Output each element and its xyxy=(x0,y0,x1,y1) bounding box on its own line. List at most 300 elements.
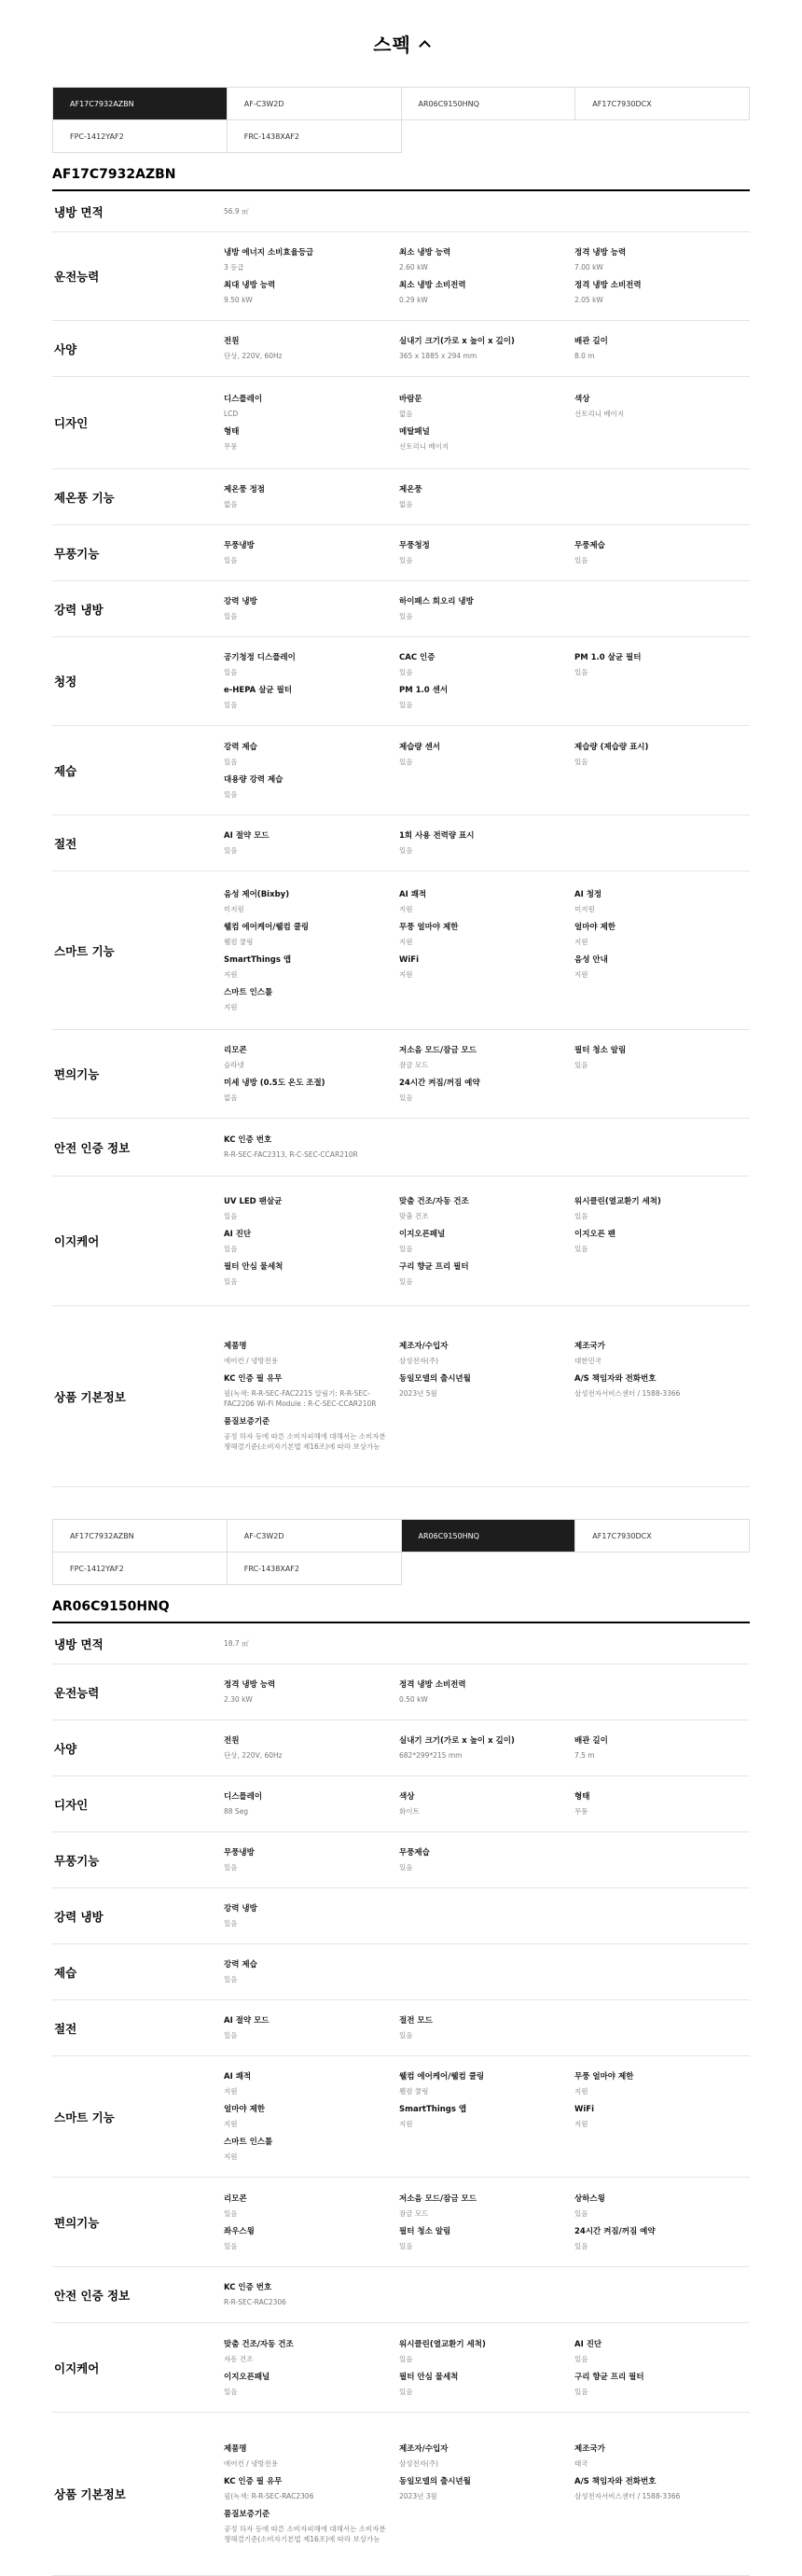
spec-row-label: 안전 인증 정보 xyxy=(54,2288,131,2303)
spec-cell-label: 필터 안심 물세척 xyxy=(224,1261,283,1272)
spec-cell-label: 강력 제습 xyxy=(224,742,257,752)
spec-row-label: 냉방 면적 xyxy=(54,204,104,219)
spec-cell-value: 있음 xyxy=(399,2387,413,2396)
spec-cell-label: 냉방 에너지 소비효율등급 xyxy=(224,248,314,258)
spec-cell-label: 최소 냉방 능력 xyxy=(399,248,451,258)
spec-cell-label: A/S 책임자와 전화번호 xyxy=(574,2477,657,2486)
spec-row xyxy=(52,726,750,815)
spec-cell-label: 상하스윙 xyxy=(574,2193,605,2204)
spec-cell xyxy=(224,739,399,772)
spec-cell-value: 9.50 kW xyxy=(224,296,253,304)
spec-cell xyxy=(574,2223,750,2256)
spec-cell-label: SmartThings 앱 xyxy=(399,2105,467,2114)
spec-cell-label: 무풍제습 xyxy=(399,1848,430,1858)
spec-cell xyxy=(574,2441,750,2473)
spec-row-body xyxy=(224,726,750,815)
spec-cell-value: 있음 xyxy=(399,701,413,709)
spec-row-body xyxy=(224,321,750,376)
spec-cell-value: 태국 xyxy=(574,2459,588,2468)
tab-spacer xyxy=(402,120,576,153)
spec-cell xyxy=(574,1193,750,1226)
spec-cell-label: 무풍냉방 xyxy=(224,1848,255,1858)
spec-cell-label: 디스플레이 xyxy=(224,395,263,404)
spec-row-label: 상품 기본정보 xyxy=(54,1389,126,1404)
spec-row-label: 무풍기능 xyxy=(54,546,100,561)
model-tab[interactable]: AF17C7932AZBN xyxy=(53,1520,228,1553)
model-tab[interactable]: FRC-1438XAF2 xyxy=(228,1553,402,1585)
model-tab[interactable]: AF17C7930DCX xyxy=(575,88,750,120)
spec-cell xyxy=(399,2336,574,2369)
spec-cell xyxy=(224,481,399,514)
spec-cell-value: 있음 xyxy=(399,1093,413,1102)
spec-cell xyxy=(574,1789,750,1821)
spec-cell xyxy=(399,1789,574,1821)
spec-cell-label: AI 진단 xyxy=(574,2339,602,2349)
spec-row-body xyxy=(224,1664,750,1720)
spec-cell xyxy=(224,593,399,626)
spec-cell-value: 있음 xyxy=(399,1863,413,1872)
model-tab[interactable]: AF-C3W2D xyxy=(228,1520,402,1553)
spec-cell-label: AI 쾌적 xyxy=(224,2072,252,2082)
spec-cell-label: 제조자/수입자 xyxy=(399,2444,449,2454)
spec-cell-value: 있음 xyxy=(224,2031,238,2040)
spec-row-body xyxy=(224,2056,750,2177)
spec-cell-label: 구리 향균 프리 필터 xyxy=(399,1261,469,1272)
spec-cell-label: 제습량 센서 xyxy=(399,742,441,752)
spec-cell xyxy=(399,333,574,366)
spec-cell xyxy=(224,1677,399,1709)
spec-cell-label: 무풍 얼마야 제한 xyxy=(399,922,459,932)
spec-cell-value: 있음 xyxy=(224,789,238,799)
spec-cell-value: 있음 xyxy=(224,1244,238,1253)
spec-cell-label: A/S 책임자와 전화번호 xyxy=(574,1374,657,1384)
spec-cell-value: 있음 xyxy=(574,2387,588,2396)
spec-cell xyxy=(224,1371,399,1413)
spec-cell xyxy=(224,1259,399,1291)
spec-cell-label: 이지오픈패널 xyxy=(224,2372,270,2382)
spec-cell-label: 색상 xyxy=(399,1792,415,1802)
spec-cell-value: 지원 xyxy=(399,937,413,946)
spec-cell-label: 제온풍 xyxy=(399,485,422,494)
spec-cell-label: 제품명 xyxy=(224,1342,247,1351)
spec-cell-value: 공정 하자 등에 따른 소비자피해에 대해서는 소비자분쟁해결기준(소비자기본법 제16조)에 따라 보상가능 xyxy=(224,2525,386,2543)
spec-row-body xyxy=(224,232,750,320)
spec-cell xyxy=(399,2012,574,2045)
spec-row-label: 제습 xyxy=(54,1965,77,1980)
spec-cell-value: 8.0 m xyxy=(574,352,595,360)
spec-cell xyxy=(224,952,399,984)
spec-cell xyxy=(224,1845,399,1877)
spec-cell-value: 있음 xyxy=(574,2354,588,2363)
spec-row-body xyxy=(224,2178,750,2266)
spec-cell-label: 얼마야 제한 xyxy=(574,922,616,932)
spec-row-body xyxy=(224,1030,750,1118)
spec-row-label: 사양 xyxy=(54,341,77,356)
spec-row xyxy=(52,1623,750,1664)
spec-cell-value: 있음 xyxy=(399,846,413,855)
spec-cell xyxy=(224,1226,399,1259)
spec-cell xyxy=(574,1226,750,1259)
spec-cell-value: 지원 xyxy=(399,969,413,979)
spec-cell xyxy=(399,2369,574,2402)
spec-cell-label: 전원 xyxy=(224,337,240,346)
spec-row-label: 사양 xyxy=(54,1741,77,1756)
spec-cell-value: 맞춤 건조 xyxy=(399,1211,429,1220)
spec-cell-value: 682*299*215 mm xyxy=(399,1751,463,1760)
spec-cell-value: 있음 xyxy=(399,2354,413,2363)
spec-cell-value: 필(녹색: R-R-SEC-FAC2215 알림기: R-R-SEC-FAC2206 Wi-Fi Module : R-C-SEC-CCAR210R xyxy=(224,1389,377,1408)
spec-cell-label: PM 1.0 살균 필터 xyxy=(574,653,642,662)
spec-row xyxy=(52,2000,750,2056)
spec-cell-label: 강력 냉방 xyxy=(224,597,257,606)
tab-spacer xyxy=(402,1553,576,1585)
spec-row-label: 스마트 기능 xyxy=(54,2110,115,2124)
spec-cell-label: 바람문 xyxy=(399,395,422,404)
spec-cell xyxy=(574,739,750,772)
spec-cell-value: 있음 xyxy=(399,1276,413,1286)
spec-row xyxy=(52,1664,750,1720)
spec-cell-label: 강력 냉방 xyxy=(224,1904,257,1914)
spec-cell-label: e-HEPA 살균 필터 xyxy=(224,686,293,695)
spec-cell-label: WiFi xyxy=(574,2105,595,2114)
spec-cell-label: 정격 냉방 능력 xyxy=(224,1680,276,1690)
spec-cell-label: 형태 xyxy=(574,1792,590,1802)
model-tab[interactable]: FRC-1438XAF2 xyxy=(228,120,402,153)
spec-cell xyxy=(399,391,574,424)
spec-cell-label: 이지오픈패널 xyxy=(399,1229,446,1239)
spec-cell-label: 제조국가 xyxy=(574,1342,605,1351)
spec-row-body xyxy=(224,581,750,636)
tab-spacer xyxy=(575,120,750,153)
spec-row xyxy=(52,469,750,525)
spec-header[interactable] xyxy=(0,0,802,87)
spec-section xyxy=(52,87,750,1487)
spec-cell-value: 슬라넷 xyxy=(224,1061,244,1069)
spec-cell xyxy=(224,1789,399,1821)
spec-cell-value: 3 등급 xyxy=(224,263,244,272)
spec-cell-value: 단상, 220V, 60Hz xyxy=(224,352,283,360)
spec-cell xyxy=(224,2473,399,2506)
spec-cell-label: 웰컴 에어케어/웰컴 쿨링 xyxy=(399,2072,485,2082)
spec-cell-label: 동일모델의 출시년월 xyxy=(399,1374,471,1384)
spec-cell-value: 미지원 xyxy=(224,904,244,913)
spec-cell-label: 맞춤 건조/자동 건조 xyxy=(224,2339,294,2349)
spec-cell-label: 정격 냉방 능력 xyxy=(574,248,627,258)
spec-cell-label: 워시클린(열교환기 세척) xyxy=(399,2339,486,2349)
spec-row xyxy=(52,2056,750,2178)
model-tab[interactable]: FPC-1412YAF2 xyxy=(53,120,228,153)
spec-cell-label: 24시간 켜짐/꺼짐 예약 xyxy=(399,1079,480,1088)
model-tab[interactable]: AR06C9150HNQ xyxy=(402,1520,576,1553)
spec-cell xyxy=(224,2506,399,2549)
spec-cell-value: 있음 xyxy=(224,1276,238,1286)
model-tab[interactable]: AF17C7930DCX xyxy=(575,1520,750,1553)
spec-cell-label: 얼마야 제한 xyxy=(224,2105,266,2114)
spec-cell-value: 있음 xyxy=(574,1244,588,1253)
spec-cell-value: 있음 xyxy=(574,2208,588,2218)
spec-row xyxy=(52,2323,750,2413)
spec-cell-value: 지원 xyxy=(574,2087,588,2096)
spec-cell-label: WiFi xyxy=(399,954,420,965)
spec-cell-value: 선토리니 베이지 xyxy=(574,410,625,418)
spec-cell-label: PM 1.0 센서 xyxy=(399,686,449,695)
spec-sections xyxy=(0,87,802,2576)
spec-cell xyxy=(399,919,574,952)
model-tab[interactable]: AF17C7932AZBN xyxy=(53,88,228,120)
spec-cell xyxy=(574,537,750,570)
spec-cell-value: 지원 xyxy=(224,2120,238,2128)
spec-cell-label: 저소음 모드/잠금 모드 xyxy=(399,2193,477,2204)
spec-cell-label: AI 절약 모드 xyxy=(224,831,270,841)
spec-cell xyxy=(399,277,574,310)
spec-cell xyxy=(399,1845,574,1877)
spec-cell-label: 구리 향균 프리 필터 xyxy=(574,2372,644,2382)
spec-title: 스펙 xyxy=(373,34,411,56)
spec-row-label: 제습 xyxy=(54,763,77,778)
spec-cell xyxy=(224,2101,399,2134)
model-title: AF17C7932AZBN xyxy=(52,153,750,191)
spec-cell-label: 최소 냉방 소비전력 xyxy=(399,281,466,290)
spec-cell xyxy=(224,2369,399,2402)
spec-cell xyxy=(224,1193,399,1226)
spec-cell-value: 지원 xyxy=(224,2087,238,2096)
spec-cell xyxy=(574,1042,750,1075)
spec-cell-label: 품질보증기준 xyxy=(224,1417,270,1427)
spec-cell-value: 지원 xyxy=(399,2120,413,2128)
spec-row xyxy=(52,581,750,637)
model-tab[interactable]: AF-C3W2D xyxy=(228,88,402,120)
spec-cell xyxy=(399,2101,574,2134)
spec-cell-label: 무풍청정 xyxy=(399,541,430,550)
spec-cell-label: 절전 모드 xyxy=(399,2016,433,2026)
spec-row xyxy=(52,1119,750,1177)
spec-cell-value: 2023년 3월 xyxy=(399,2492,437,2500)
spec-row-label: 스마트 기능 xyxy=(54,943,115,958)
spec-cell-label: 미세 냉방 (0.5도 온도 조절) xyxy=(224,1079,325,1088)
spec-cell xyxy=(224,1956,399,1989)
spec-cell xyxy=(224,772,399,804)
spec-cell-label: KC 인증 번호 xyxy=(224,1135,272,1145)
spec-cell-label: 정격 냉방 소비전력 xyxy=(574,281,642,290)
spec-cell xyxy=(574,333,750,366)
spec-row-label: 이지케어 xyxy=(54,2360,100,2375)
spec-cell-value: 있음 xyxy=(574,757,588,766)
spec-cell-value: 있음 xyxy=(224,701,238,709)
spec-row-label: 디자인 xyxy=(54,1797,89,1812)
spec-row xyxy=(52,191,750,232)
spec-cell-value: 있음 xyxy=(574,2241,588,2250)
spec-row-label: 디자인 xyxy=(54,416,89,430)
spec-cell-label: 형태 xyxy=(224,427,240,437)
spec-cell-label: 메탈패널 xyxy=(399,427,430,437)
spec-cell-value: 있음 xyxy=(224,1975,238,1984)
spec-cell-label: 저소음 모드/잠금 모드 xyxy=(399,1046,477,1055)
spec-cell xyxy=(399,886,574,919)
spec-cell-value: 단상, 220V, 60Hz xyxy=(224,1751,283,1760)
spec-row-label: 강력 냉방 xyxy=(54,602,104,617)
spec-row-label: 이지케어 xyxy=(54,1234,100,1248)
spec-cell-label: SmartThings 앱 xyxy=(224,954,292,965)
spec-cell xyxy=(224,537,399,570)
spec-cell xyxy=(399,1193,574,1226)
spec-cell-value: 있음 xyxy=(224,612,238,620)
spec-cell xyxy=(224,2134,399,2166)
spec-cell-value: 2.05 kW xyxy=(574,296,603,304)
spec-cell-value: 0.50 kW xyxy=(399,1695,428,1704)
spec-cell xyxy=(224,2068,399,2101)
spec-cell xyxy=(399,952,574,984)
spec-cell-value: 지원 xyxy=(574,2120,588,2128)
spec-cell-label: 무풍냉방 xyxy=(224,541,255,550)
spec-cell xyxy=(224,2012,399,2045)
spec-row-body xyxy=(224,2323,750,2412)
spec-cell-value: 있음 xyxy=(399,556,413,564)
spec-cell xyxy=(574,2336,750,2369)
spec-cell xyxy=(224,424,399,456)
spec-cell-value: 필(녹색: R-R-SEC-RAC2306 xyxy=(224,2492,314,2500)
spec-cell xyxy=(224,391,399,424)
spec-row-body xyxy=(224,1177,750,1305)
spec-row xyxy=(52,1720,750,1776)
spec-row xyxy=(52,815,750,871)
spec-cell xyxy=(224,1636,399,1653)
spec-row xyxy=(52,2413,750,2576)
spec-row xyxy=(52,871,750,1030)
spec-cell xyxy=(574,2191,750,2223)
spec-cell-value: 지원 xyxy=(399,904,413,913)
spec-cell xyxy=(574,649,750,682)
spec-cell-label: AI 진단 xyxy=(224,1229,252,1239)
spec-cell-value: 있음 xyxy=(574,1211,588,1220)
spec-cell xyxy=(224,2223,399,2256)
spec-cell xyxy=(574,244,750,277)
spec-cell xyxy=(399,828,574,860)
spec-cell-value: 있음 xyxy=(224,1919,238,1928)
spec-cell xyxy=(399,682,574,715)
spec-cell xyxy=(399,424,574,456)
spec-row xyxy=(52,525,750,581)
spec-cell-value: 있음 xyxy=(399,668,413,676)
spec-cell-label: 제조자/수입자 xyxy=(399,1342,449,1351)
spec-cell-label: 무풍제습 xyxy=(574,541,605,550)
model-title: AR06C9150HNQ xyxy=(52,1585,750,1623)
spec-cell-value: R-R-SEC-FAC2313, R-C-SEC-CCAR210R xyxy=(224,1150,358,1159)
spec-cell xyxy=(399,1733,574,1765)
section-gap xyxy=(0,1487,802,1519)
spec-cell-label: 품질보증기준 xyxy=(224,2510,270,2519)
spec-cell-value: 7.00 kW xyxy=(574,263,603,272)
spec-cell-value: 있음 xyxy=(399,1244,413,1253)
spec-cell xyxy=(574,1371,750,1413)
spec-cell-label: 대용량 강력 제습 xyxy=(224,774,283,785)
model-tab[interactable]: AR06C9150HNQ xyxy=(402,88,576,120)
spec-row-body xyxy=(224,2267,750,2322)
spec-cell-value: 없음 xyxy=(399,410,413,418)
spec-cell-label: 정격 냉방 소비전력 xyxy=(399,1680,466,1690)
spec-cell-value: 잠금 모드 xyxy=(399,1061,429,1069)
spec-cell xyxy=(399,537,574,570)
spec-cell xyxy=(399,2223,574,2256)
spec-cell xyxy=(399,2441,574,2473)
spec-cell xyxy=(574,2473,750,2506)
spec-cell xyxy=(224,1901,399,1933)
spec-cell-value: 무풍 xyxy=(224,442,238,451)
spec-cell-label: 스마트 인스톨 xyxy=(224,2137,273,2147)
spec-row-body xyxy=(224,2000,750,2055)
spec-cell xyxy=(399,2191,574,2223)
spec-cell xyxy=(574,886,750,919)
spec-cell-value: 있음 xyxy=(399,2031,413,2040)
spec-cell-value: 삼성전자서비스센터 / 1588-3366 xyxy=(574,2492,681,2500)
spec-cell-label: 맞춤 건조/자동 건조 xyxy=(399,1196,469,1206)
spec-cell-value: 무풍 xyxy=(574,1807,588,1816)
model-tab[interactable]: FPC-1412YAF2 xyxy=(53,1553,228,1585)
spec-cell-value: 있음 xyxy=(224,846,238,855)
spec-cell-label: 필터 청소 알림 xyxy=(574,1046,627,1055)
spec-row-body xyxy=(224,1832,750,1887)
spec-cell xyxy=(574,1733,750,1765)
spec-cell-value: 7.5 m xyxy=(574,1751,595,1760)
spec-cell xyxy=(224,1042,399,1075)
spec-cell-label: 색상 xyxy=(574,395,590,404)
spec-cell-label: 최대 냉방 능력 xyxy=(224,281,276,290)
spec-cell-value: 있음 xyxy=(399,2241,413,2250)
spec-cell-label: 리모콘 xyxy=(224,1046,247,1055)
spec-row-label: 편의기능 xyxy=(54,1067,100,1081)
spec-row-body xyxy=(224,1888,750,1943)
spec-cell-label: 좌우스윙 xyxy=(224,2226,255,2236)
spec-cell-value: 2023년 5월 xyxy=(399,1389,437,1398)
spec-cell xyxy=(224,1733,399,1765)
spec-cell-value: 웰컴 쿨링 xyxy=(224,937,254,946)
spec-cell-value: 삼성전자(주) xyxy=(399,2459,439,2468)
spec-cell xyxy=(224,682,399,715)
spec-row-label: 편의기능 xyxy=(54,2215,100,2230)
spec-cell-value: 지원 xyxy=(224,969,238,979)
spec-row xyxy=(52,1776,750,1832)
spec-cell xyxy=(224,333,399,366)
spec-cell-label: 제온풍 정점 xyxy=(224,485,266,494)
spec-row-body xyxy=(224,1623,750,1664)
spec-cell xyxy=(399,244,574,277)
spec-row-body xyxy=(224,815,750,870)
spec-row xyxy=(52,321,750,377)
spec-cell-value: 지원 xyxy=(574,969,588,979)
spec-cell-value: 있음 xyxy=(224,668,238,676)
spec-cell-value: 있음 xyxy=(224,1211,238,1220)
chevron-up-icon[interactable] xyxy=(419,40,431,52)
spec-cell-value: 없음 xyxy=(399,500,413,508)
spec-cell-label: 리모콘 xyxy=(224,2193,247,2204)
spec-cell xyxy=(574,2101,750,2134)
spec-cell-label: 스마트 인스톨 xyxy=(224,987,273,997)
spec-cell-value: 지원 xyxy=(224,2152,238,2161)
spec-cell-label: 제습량 (제습량 표시) xyxy=(574,742,649,752)
spec-cell-label: AI 절약 모드 xyxy=(224,2016,270,2026)
model-tabs xyxy=(52,1519,750,1585)
spec-cell xyxy=(224,1338,399,1371)
spec-cell-value: R-R-SEC-RAC2306 xyxy=(224,2298,286,2306)
spec-row-label: 운전능력 xyxy=(54,270,100,284)
spec-row xyxy=(52,1944,750,2000)
spec-row-body xyxy=(224,191,750,231)
spec-cell-value: 지원 xyxy=(574,937,588,946)
spec-cell xyxy=(224,2279,399,2312)
spec-cell xyxy=(224,886,399,919)
spec-row-body xyxy=(224,1944,750,1999)
spec-cell xyxy=(574,919,750,952)
spec-cell-label: UV LED 팬살균 xyxy=(224,1196,283,1206)
